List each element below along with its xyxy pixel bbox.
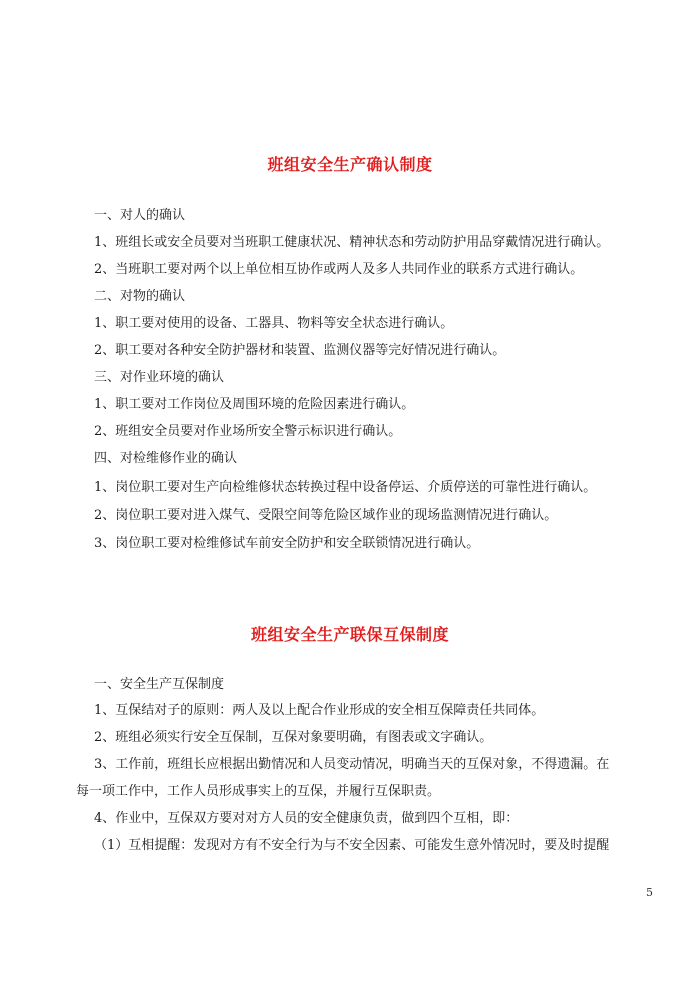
paragraph-line: 1、岗位职工要对生产向检维修状态转换过程中设备停运、介质停送的可靠性进行确认。: [94, 480, 597, 495]
paragraph-line: 1、职工要对工作岗位及周围环境的危险因素进行确认。: [94, 397, 415, 412]
paragraph-line: 1、互保结对子的原则：两人及以上配合作业形成的安全相互保障责任共同体。: [94, 703, 545, 718]
paragraph-line: 二、对物的确认: [94, 289, 186, 304]
paragraph-line: 一、对人的确认: [94, 208, 186, 223]
paragraph-line: 3、工作前，班组长应根据出勤情况和人员变动情况，明确当天的互保对象，不得遗漏。在: [94, 757, 610, 772]
paragraph-line: 4、作业中，互保双方要对对方人员的安全健康负责，做到四个互相，即：: [94, 811, 519, 826]
paragraph-line: 2、岗位职工要对进入煤气、受限空间等危险区域作业的现场监测情况进行确认。: [94, 508, 558, 523]
paragraph-line: （1）互相提醒：发现对方有不安全行为与不安全因素、可能发生意外情况时，要及时提醒: [94, 838, 610, 853]
paragraph-line: 三、对作业环境的确认: [94, 370, 225, 385]
paragraph-line: 一、安全生产互保制度: [94, 677, 225, 692]
section-title-confirmation: 班组安全生产确认制度: [267, 155, 433, 174]
paragraph-line: 2、职工要对各种安全防护器材和装置、监测仪器等完好情况进行确认。: [94, 343, 506, 358]
section-title-mutual-protection: 班组安全生产联保互保制度: [250, 625, 449, 644]
paragraph-line: 2、班组必须实行安全互保制，互保对象要明确，有图表或文字确认。: [94, 730, 493, 745]
paragraph-line: 2、当班职工要对两个以上单位相互协作或两人及多人共同作业的联系方式进行确认。: [94, 262, 584, 277]
paragraph-line: 1、职工要对使用的设备、工器具、物料等安全状态进行确认。: [94, 316, 454, 331]
paragraph-line: 每一项工作中，工作人员形成事实上的互保，并履行互保职责。: [76, 784, 441, 799]
paragraph-line: 四、对检维修作业的确认: [94, 451, 238, 466]
page-number: 5: [646, 886, 653, 899]
paragraph-line: 1、班组长或安全员要对当班职工健康状况、精神状态和劳动防护用品穿戴情况进行确认。: [94, 235, 610, 250]
paragraph-line: 3、岗位职工要对检维修试车前安全防护和安全联锁情况进行确认。: [94, 536, 480, 551]
paragraph-line: 2、班组安全员要对作业场所安全警示标识进行确认。: [94, 424, 402, 439]
